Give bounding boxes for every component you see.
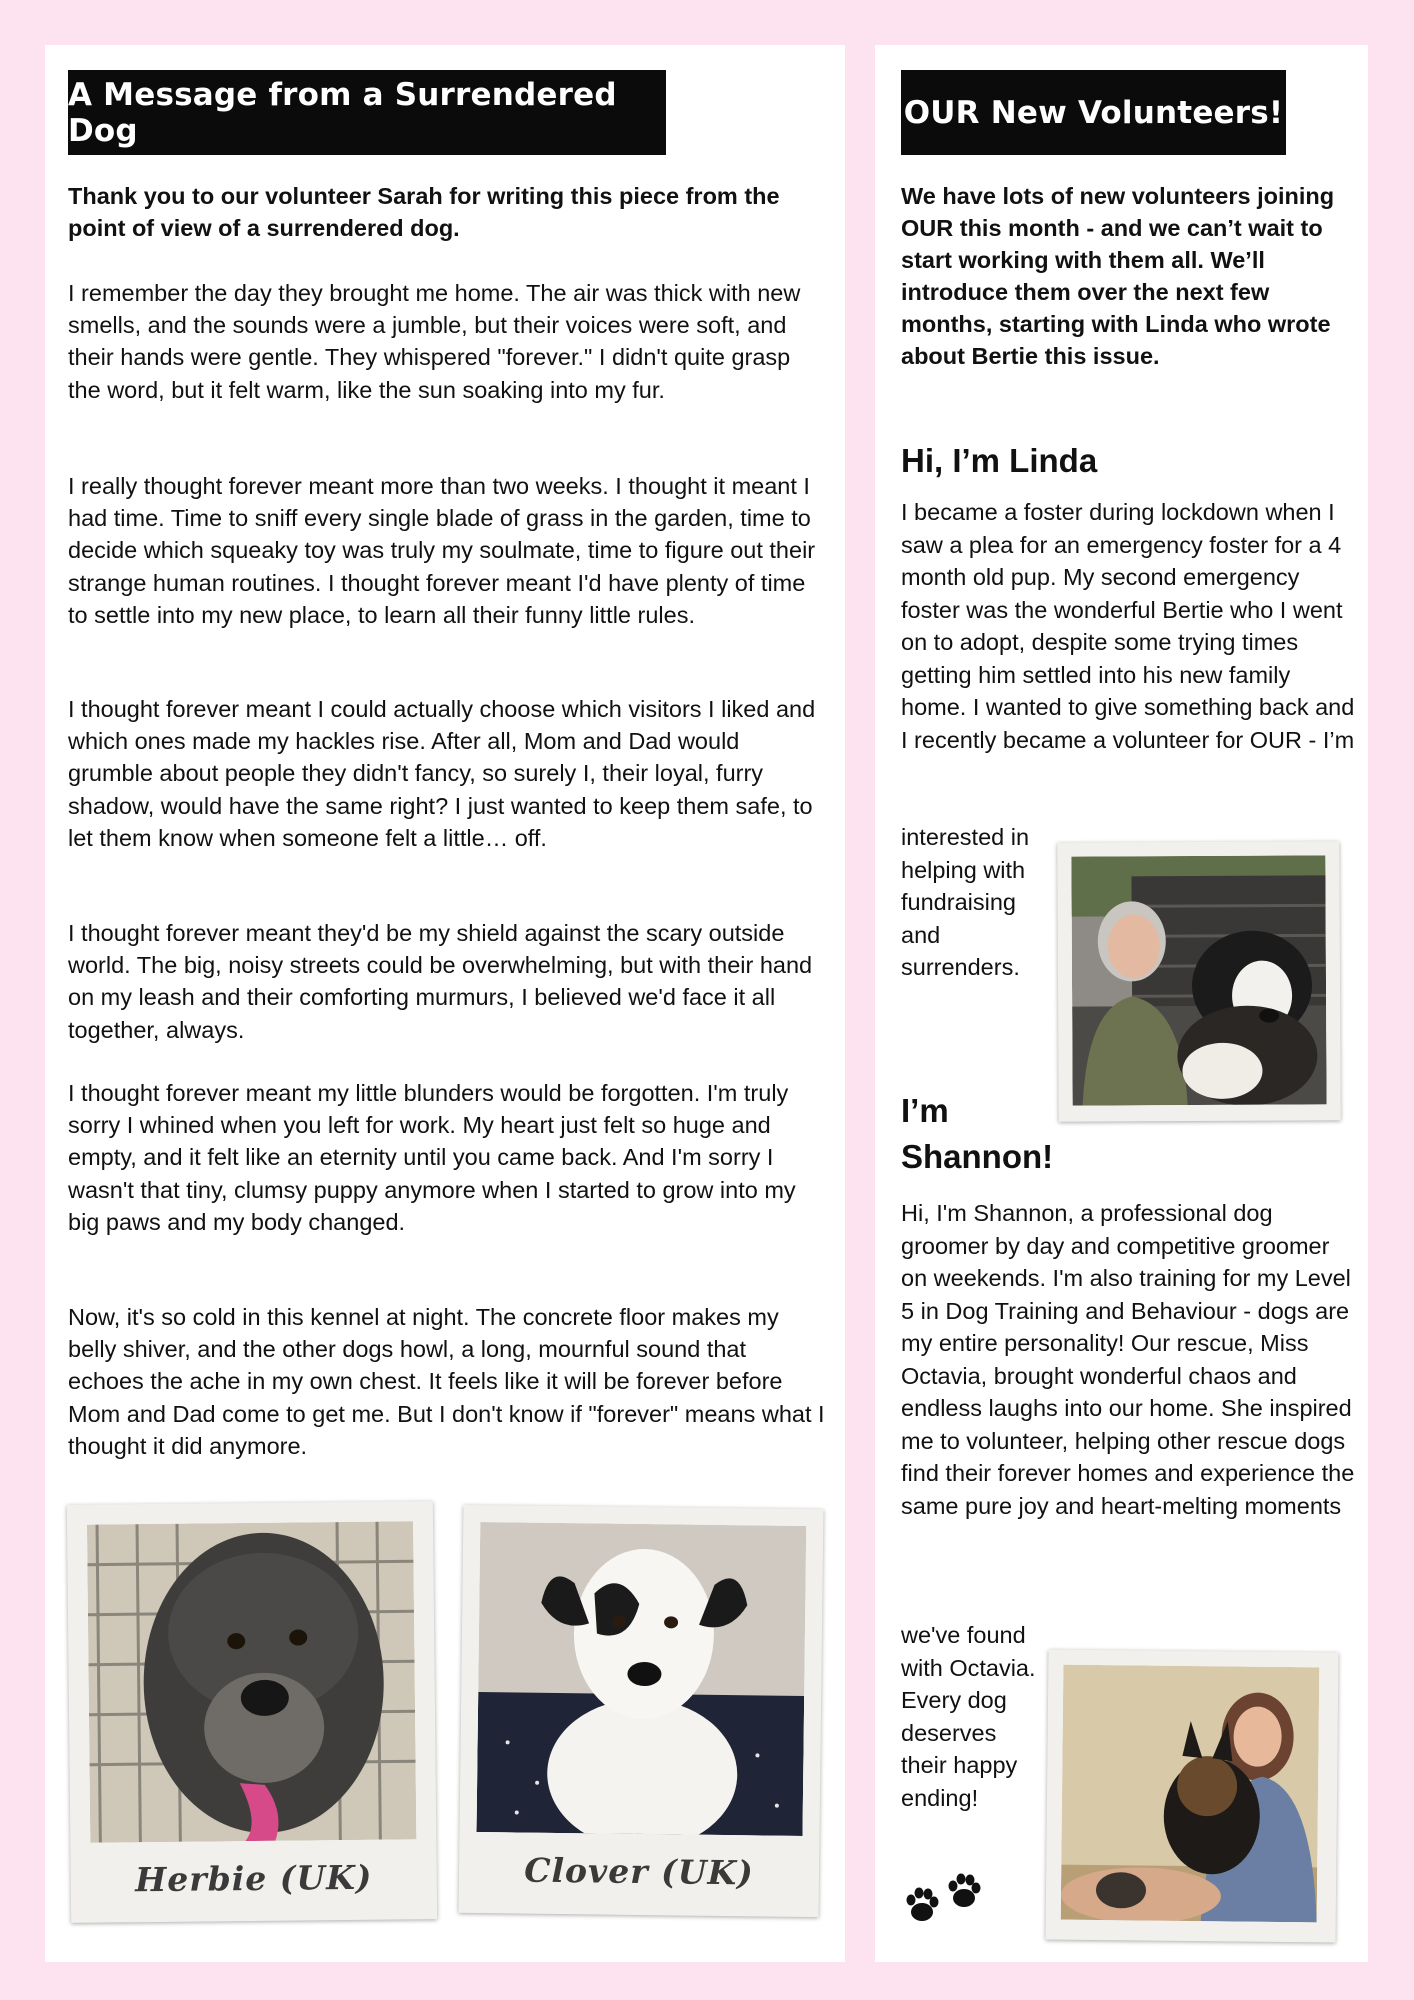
article-title: A Message from a Surrendered Dog (68, 76, 617, 149)
photo-herbie (67, 1501, 437, 1923)
article-paragraph-4: I thought forever meant they'd be my shield against the scary outside world. The big, noisy streets could be overwhelming, but with their hand on my leash and their comforting murmurs, I believed we'd face it all together, always. (68, 920, 813, 1043)
linda-heading: Hi, I’m Linda (901, 442, 1098, 479)
article-paragraph-6: Now, it's so cold in this kennel at night. The concrete floor makes my belly shiver, and the other dogs howl, a long, mournful sound that echoes the ache in my own chest. It feels like it will be forever before Mom and Dad come to get me. But I don't know if "forever" means what I thought it did anymore. (68, 1304, 825, 1459)
linda-text-wrap: interested in helping with fundraising and surrenders. (901, 824, 1030, 980)
article-intro: Thank you to our volunteer Sarah for writing this piece from the point of view of a surrendered dog. (68, 183, 780, 241)
photo-clover (459, 1505, 824, 1917)
volunteers-intro: We have lots of new volunteers joining OUR this month - and we can’t wait to start working with them all. We’ll introduce them over the next few months, starting with Linda who wrote about Bertie this issue. (901, 183, 1335, 369)
article-paragraph-1: I remember the day they brought me home. The air was thick with new smells, and the sounds were a jumble, but their voices were soft, and their hands were gentle. They whispered "forever." I didn't quite grasp the word, but it felt warm, like the sun soaking into my fur. (68, 280, 801, 403)
shannon-with-dog-image (1061, 1665, 1320, 1923)
volunteers-title: OUR New Volunteers! (903, 94, 1284, 131)
shannon-text: Hi, I'm Shannon, a professional dog groomer by day and competitive groomer on weekends. I'm also training for my Level 5 in Dog Training and Behaviour - dogs are my entire personality! Our rescue, Miss Octavia, brought wonderful chaos and endless laughs into our home. She inspired me to volunteer, helping other rescue dogs find their forever homes and experience the same pure joy and heart-melting moments (901, 1200, 1355, 1519)
new-volunteers-section (875, 45, 1368, 1962)
herbie-dog-photo (87, 1521, 416, 1842)
shannon-with-dog-photo (1061, 1665, 1320, 1923)
article-paragraph-5: I thought forever meant my little blunders would be forgotten. I'm truly sorry I whined when you left for work. My heart just felt so huge and empty, and it felt like an eternity until you came back. And I'm sorry I wasn't that tiny, clumsy puppy anymore when I started to grow into my big paws and my body changed. (68, 1080, 796, 1235)
photo-shannon (1045, 1649, 1338, 1942)
clover-dog-photo (477, 1522, 807, 1836)
article-title-banner (68, 70, 666, 155)
volunteers-title-banner (901, 70, 1286, 155)
photo-linda (1057, 841, 1340, 1121)
article-paragraph-3: I thought forever meant I could actually choose which visitors I liked and which ones made my hackles rise. After all, Mom and Dad would grumble about people they didn't fancy, so surely I, their loyal, furry shadow, would have the same right? I just wanted to keep them safe, to let them know when someone felt a little… off. (68, 696, 816, 851)
article-surrendered-dog (45, 45, 845, 1962)
herbie-dog-image (87, 1521, 416, 1842)
linda-with-dog-image (1071, 855, 1326, 1105)
linda-text: I became a foster during lockdown when I saw a plea for an emergency foster for a 4 month old pup. My second emergency foster was the wonderful Bertie who I went on to adopt, despite some trying times getting him settled into his new family home. I wanted to give something back and I recently became a volunteer for OUR - I’m (901, 499, 1355, 753)
shannon-heading: I’m Shannon! (901, 1092, 1054, 1175)
clover-dog-image (477, 1522, 807, 1836)
article-paragraph-2: I really thought forever meant more than two weeks. I thought it meant I had time. Time to sniff every single blade of grass in the garden, time to decide which squeaky toy was truly my soulmate, time to figure out their strange human routines. I thought forever meant I'd have plenty of time to settle into my new place, to learn all their funny little rules. (68, 473, 816, 628)
photo-caption-clover: Clover (UK) (524, 1850, 755, 1893)
linda-with-dog-photo (1071, 855, 1326, 1105)
photo-caption-herbie: Herbie (UK) (134, 1857, 373, 1900)
shannon-text-wrap: we've found with Octavia. Every dog deserves their happy ending! (901, 1622, 1036, 1811)
paw-prints-icon (902, 1868, 994, 1929)
